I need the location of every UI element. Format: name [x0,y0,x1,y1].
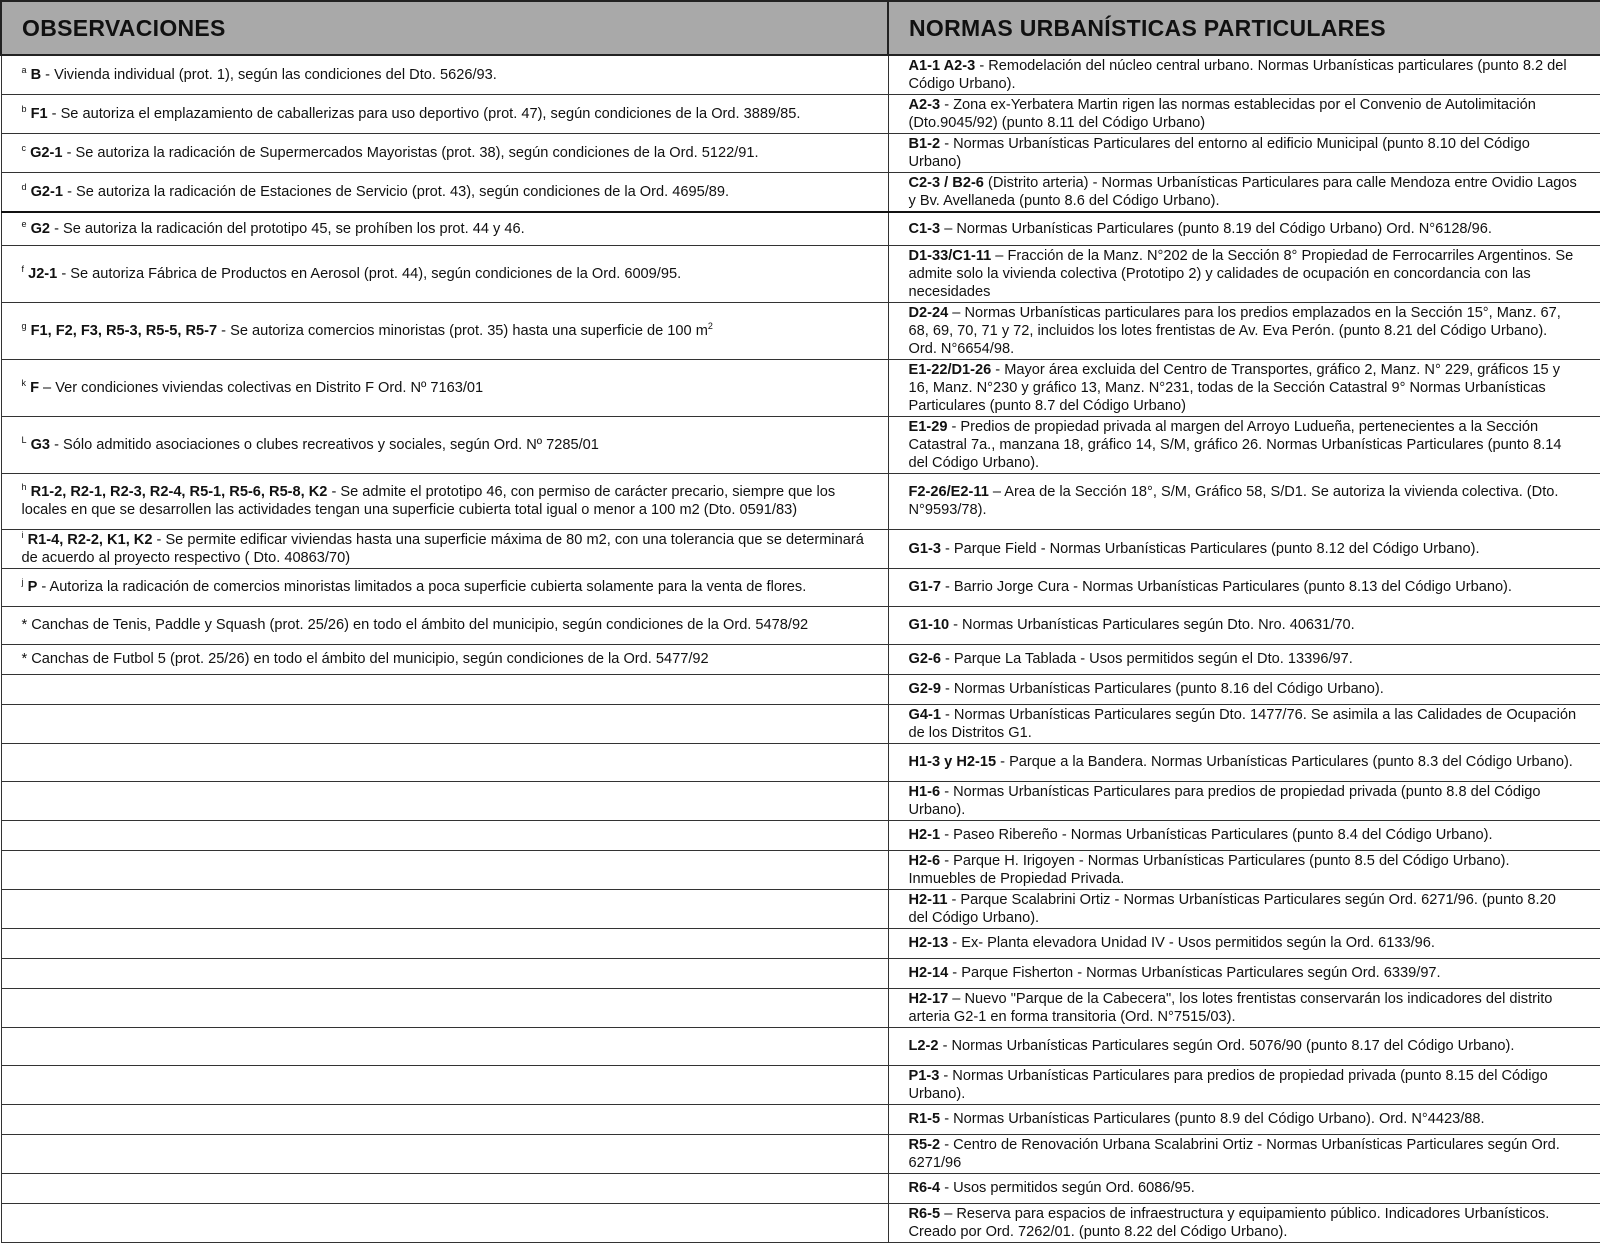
district-code: H2-1 [908,827,941,843]
district-code: F [30,379,39,396]
norma-text: - Parque a la Bandera. Normas Urbanísticas Particulares (punto 8.3 del Código Urbano). [996,754,1573,770]
norma-text: - Paseo Ribereño - Normas Urbanísticas Particulares (punto 8.4 del Código Urbano). [940,827,1493,843]
observacion-cell [1,644,888,674]
district-code: H1-6 [908,783,941,800]
observacion-cell [1,359,888,416]
norma-text: - Zona ex-Yerbatera Martin rigen las normas establecidas por el Convenio de Autolimitación (Dto.9045/92) (punto 8.11 del Código Urbano) [908,97,1536,131]
table-row [1,173,1600,213]
district-code: F2-26/E2-11 [908,484,989,500]
district-code: G1-7 [908,579,941,595]
observacion-cell [1,1173,888,1203]
district-code: E1-29 [908,418,948,435]
observacion-cell [1,55,888,95]
observacion-text: - Se autoriza comercios minoristas (prot. 35) hasta una superficie de 100 m [217,322,708,339]
observacion-cell [1,1134,888,1173]
district-code: F1 [30,106,48,122]
district-code: G2-1 [30,145,63,161]
norma-text: - Parque Field - Normas Urbanísticas Particulares (punto 8.12 del Código Urbano). [940,540,1480,557]
district-code: H2-14 [908,965,949,981]
observacion-text: - Se admite el prototipo 46, con permiso de carácter precario, siempre que los locales en que se desarrollen las actividades tengan una superficie cubierta total igual o menor a 100 m2 (Dto. 0591/83) [21,484,836,518]
district-code: H2-17 [908,990,949,1007]
norma-cell [888,416,1600,473]
district-code: C1-3 [908,220,941,237]
norma-cell [888,95,1600,134]
observacion-cell [1,928,888,958]
norma-cell [888,173,1600,213]
observacion-cell [1,529,888,568]
table-row [1,302,1600,359]
norma-text: - Parque Fisherton - Normas Urbanísticas Particulares según Ord. 6339/97. [948,965,1441,981]
district-code: C2-3 / B2-6 [908,175,984,191]
table-row [1,95,1600,134]
district-code: P1-3 [908,1067,940,1084]
district-code: G2-6 [908,651,941,667]
district-code: A2-3 [908,97,941,113]
table-row [1,606,1600,644]
observacion-cell [1,674,888,704]
observacion-text: - Se autoriza el emplazamiento de caballerizas para uso deportivo (prot. 47), según condiciones de la Ord. 3889/85. [47,106,801,122]
table-row [1,529,1600,568]
table-row [1,1203,1600,1242]
district-code: G1-3 [908,540,941,557]
table-row [1,568,1600,606]
norma-cell [888,781,1600,820]
table-row [1,743,1600,781]
norma-cell [888,55,1600,95]
observacion-text: - Se autoriza Fábrica de Productos en Aerosol (prot. 44), según condiciones de la Ord. 6009/95. [57,265,682,282]
observacion-cell [1,988,888,1027]
norma-cell [888,302,1600,359]
observacion-cell [1,850,888,889]
observacion-text: – Ver condiciones viviendas colectivas en Distrito F Ord. Nº 7163/01 [38,379,484,396]
footnote-marker: L [21,434,27,445]
table-row [1,1173,1600,1203]
norma-cell [888,1173,1600,1203]
table-row [1,958,1600,988]
observacion-cell [1,958,888,988]
norma-text: – Normas Urbanísticas Particulares (punto 8.19 del Código Urbano) Ord. N°6128/96. [940,220,1492,237]
norma-text: - Centro de Renovación Urbana Scalabrini Ortiz - Normas Urbanísticas Particulares según Ord. 6271/96 [908,1136,1560,1171]
district-code: R1-5 [908,1111,941,1127]
district-code: R6-4 [908,1180,941,1196]
district-code: H2-6 [908,852,941,869]
norma-cell [888,473,1600,529]
observacion-cell [1,473,888,529]
norma-text: - Remodelación del núcleo central urbano. Normas Urbanísticas particulares (punto 8.2 del Código Urbano). [908,58,1567,92]
district-code: D2-24 [908,304,949,321]
table-row [1,820,1600,850]
district-code: R6-5 [908,1205,941,1222]
district-code: H2-13 [908,935,949,951]
norma-text: – Fracción de la Manz. N°202 de la Sección 8° Propiedad de Ferrocarriles Argentinos. Se admite solo la vivienda colectiva (Prototipo 2) y calidades de ocupación en concordancia con las necesidades [908,247,1574,300]
table-row [1,416,1600,473]
observacion-cell [1,245,888,302]
footnote-marker: b [21,104,27,115]
table-row [1,644,1600,674]
table-row [1,1104,1600,1134]
observacion-cell [1,302,888,359]
observacion-text: * Canchas de Tenis, Paddle y Squash (prot. 25/26) en todo el ámbito del municipio, según condiciones de la Ord. 5478/92 [21,617,809,633]
observacion-text: * Canchas de Futbol 5 (prot. 25/26) en todo el ámbito del municipio, según condiciones de la Ord. 5477/92 [21,651,709,667]
norma-text: - Barrio Jorge Cura - Normas Urbanísticas Particulares (punto 8.13 del Código Urbano). [940,579,1512,595]
observacion-cell [1,743,888,781]
district-code: P [27,579,38,595]
footnote-marker: g [21,320,27,331]
observacion-cell [1,889,888,928]
norma-text: - Normas Urbanísticas Particulares según Dto. Nro. 40631/70. [949,617,1355,633]
norma-cell [888,1027,1600,1065]
observacion-cell [1,568,888,606]
norma-cell [888,245,1600,302]
norma-text: - Normas Urbanísticas Particulares del entorno al edificio Municipal (punto 8.10 del Código Urbano) [908,136,1530,170]
table-row [1,359,1600,416]
norma-cell [888,529,1600,568]
norma-cell [888,850,1600,889]
norma-cell [888,212,1600,245]
norma-text: – Area de la Sección 18°, S/M, Gráfico 58, S/D1. Se autoriza la vivienda colectiva. (Dto. N°9593/78). [908,484,1559,518]
district-code: R1-4, R2-2, K1, K2 [27,531,153,548]
table-row [1,1065,1600,1104]
header-observaciones: OBSERVACIONES [1,1,888,55]
observacion-cell [1,95,888,134]
observacion-text: - Se permite edificar viviendas hasta una superficie máxima de 80 m2, con una tolerancia que se determinará de acuerdo al proyecto respectivo ( Dto. 40863/70) [21,531,864,566]
norma-cell [888,704,1600,743]
observacion-text: - Autoriza la radicación de comercios minoristas limitados a poca superficie cubierta solamente para la venta de flores. [37,579,807,595]
norma-cell [888,820,1600,850]
district-code: F1, F2, F3, R5-3, R5-5, R5-7 [30,322,218,339]
table-row [1,674,1600,704]
observacion-text: - Se autoriza la radicación de Supermercados Mayoristas (prot. 38), según condiciones de la Ord. 5122/91. [62,145,759,161]
observacion-text: - Sólo admitido asociaciones o clubes recreativos y sociales, según Ord. Nº 7285/01 [50,436,599,453]
table-row [1,55,1600,95]
district-code: B1-2 [908,136,941,152]
norma-text: - Mayor área excluida del Centro de Transportes, gráfico 2, Manz. N° 229, gráficos 15 y 16, Manz. N°230 y gráfico 13, Manz. N°231, todas de la Sección Catastral 9° Normas Urbanísticas Particulares (punto 8.7 del Código Urbano) [908,361,1561,414]
norma-cell [888,743,1600,781]
norma-cell [888,928,1600,958]
table-row [1,850,1600,889]
footnote-marker: i [21,529,24,540]
norma-text: (Distrito arteria) - Normas Urbanísticas Particulares para calle Mendoza entre Ovidio Lagos y Bv. Avellaneda (punto 8.6 del Código Urbano). [908,175,1577,209]
district-code: D1-33/C1-11 [908,247,992,264]
header-normas: NORMAS URBANÍSTICAS PARTICULARES [888,1,1600,55]
norma-text: - Ex- Planta elevadora Unidad IV - Usos permitidos según la Ord. 6133/96. [948,935,1435,951]
norma-cell [888,568,1600,606]
norma-cell [888,958,1600,988]
norma-cell [888,889,1600,928]
observacion-text: - Vivienda individual (prot. 1), según las condiciones del Dto. 5626/93. [41,67,497,83]
footnote-marker: e [21,218,27,229]
norma-cell [888,1134,1600,1173]
norma-text: - Normas Urbanísticas Particulares según Dto. 1477/76. Se asimila a las Calidades de Ocupación de los Distritos G1. [908,706,1577,741]
norma-cell [888,988,1600,1027]
district-code: H1-3 y H2-15 [908,754,997,770]
district-code: G4-1 [908,706,941,723]
table-row [1,1027,1600,1065]
district-code: A1-1 A2-3 [908,58,976,74]
norma-text: - Normas Urbanísticas Particulares para predios de propiedad privada (punto 8.8 del Código Urbano). [908,783,1541,818]
superscript: 2 [707,320,713,331]
observacion-cell [1,173,888,213]
norma-cell [888,1203,1600,1242]
table-row [1,473,1600,529]
observacion-text: - Se autoriza la radicación del prototipo 45, se prohíben los prot. 44 y 46. [50,220,525,237]
observacion-text: - Se autoriza la radicación de Estaciones de Servicio (prot. 43), según condiciones de la Ord. 4695/89. [63,184,730,200]
norma-cell [888,1065,1600,1104]
norma-cell [888,674,1600,704]
district-code: B [30,67,42,83]
observacion-cell [1,1104,888,1134]
norma-text: – Nuevo "Parque de la Cabecera", los lotes frentistas conservarán los indicadores del distrito arteria G2-1 en forma transitoria (Ord. N°7515/03). [908,990,1553,1025]
footnote-marker: c [21,143,26,154]
footnote-marker: f [21,263,25,274]
district-code: E1-22/D1-26 [908,361,992,378]
district-code: R5-2 [908,1136,941,1153]
header-row [1,1,1600,55]
table-row [1,245,1600,302]
district-code: G2-1 [30,184,64,200]
observacion-cell [1,781,888,820]
observacion-cell [1,134,888,173]
norma-text: - Normas Urbanísticas Particulares (punto 8.9 del Código Urbano). Ord. N°4423/88. [940,1111,1485,1127]
norma-text: - Normas Urbanísticas Particulares para predios de propiedad privada (punto 8.15 del Código Urbano). [908,1067,1548,1102]
table-row [1,781,1600,820]
footnote-marker: k [21,377,26,388]
district-code: H2-11 [908,891,948,908]
district-code: J2-1 [28,265,58,282]
norma-cell [888,359,1600,416]
norma-cell [888,134,1600,173]
norma-text: - Normas Urbanísticas Particulares (punto 8.16 del Código Urbano). [940,681,1384,697]
observacion-cell [1,1203,888,1242]
table-row [1,704,1600,743]
table-row [1,889,1600,928]
observacion-cell [1,1065,888,1104]
table-row [1,134,1600,173]
observacion-cell [1,606,888,644]
norma-text: - Parque La Tablada - Usos permitidos según el Dto. 13396/97. [940,651,1353,667]
norma-cell [888,606,1600,644]
norma-cell [888,1104,1600,1134]
observacion-cell [1,416,888,473]
norma-text: - Predios de propiedad privada al margen del Arroyo Ludueña, pertenecientes a la Sección Catastral 7a., manzana 18, gráfico 14, S/M, gráfico 26. Normas Urbanísticas Particulares (punto 8.14 del Código Urbano). [908,418,1562,471]
norma-text: – Normas Urbanísticas particulares para los predios emplazados en la Sección 15°, Manz. 67, 68, 69, 70, 71 y 72, incluidos los lotes frentistas de Av. Eva Perón. (punto 8.21 del Código Urbano). Ord. N°6654/98. [908,304,1561,357]
observacion-cell [1,704,888,743]
district-code: L2-2 [908,1038,939,1054]
district-code: G2-9 [908,681,941,697]
observacion-cell [1,1027,888,1065]
norma-cell [888,644,1600,674]
observacion-cell [1,820,888,850]
norma-text: - Parque Scalabrini Ortiz - Normas Urbanísticas Particulares según Ord. 6271/96. (punto 8.20 del Código Urbano). [908,891,1556,926]
footnote-marker: j [21,577,24,588]
district-code: G3 [30,436,51,453]
table-row [1,1134,1600,1173]
district-code: G1-10 [908,617,950,633]
table-row [1,988,1600,1027]
district-code: R1-2, R2-1, R2-3, R2-4, R5-1, R5-6, R5-8, K2 [30,484,328,500]
table-row [1,212,1600,245]
district-code: G2 [30,220,51,237]
footnote-marker: h [21,482,27,493]
norma-text: – Reserva para espacios de infraestructura y equipamiento público. Indicadores Urbanísticos. Creado por Ord. 7262/01. (punto 8.22 del Código Urbano). [908,1205,1550,1240]
norma-text: - Parque H. Irigoyen - Normas Urbanísticas Particulares (punto 8.5 del Código Urbano). Inmuebles de Propiedad Privada. [908,852,1510,887]
norma-text: - Normas Urbanísticas Particulares según Ord. 5076/90 (punto 8.17 del Código Urbano). [938,1038,1515,1054]
table-row [1,928,1600,958]
footnote-marker: d [21,182,27,193]
observacion-cell [1,212,888,245]
footnote-marker: a [21,65,27,76]
norma-text: - Usos permitidos según Ord. 6086/95. [940,1180,1195,1196]
